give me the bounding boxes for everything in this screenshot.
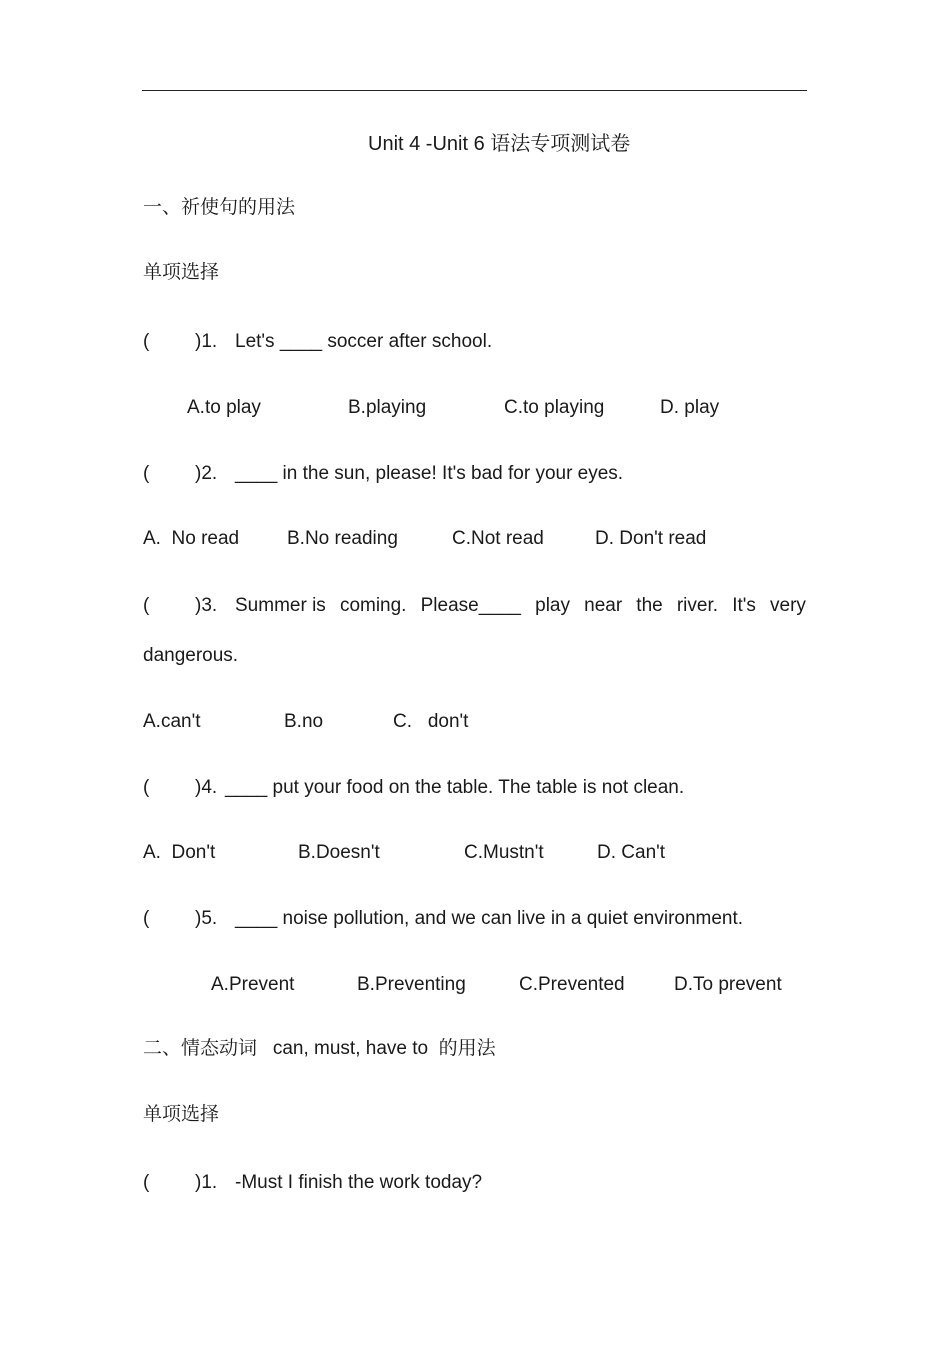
option-d: D.To prevent: [674, 974, 782, 995]
option-d: D. Can't: [597, 842, 666, 863]
question-stem: ____ in the sun, please! It's bad for your eyes.: [235, 463, 624, 484]
section-1-heading: 一、祈使句的用法: [143, 197, 296, 218]
option-c: C.Mustn't: [464, 842, 544, 863]
question-3: [143, 594, 806, 618]
stem-word: Summer is: [235, 595, 326, 616]
option-a: A.can't: [143, 711, 201, 732]
question-4: [143, 776, 684, 800]
answer-blank: (: [143, 331, 150, 352]
stem-word: very: [770, 595, 806, 616]
section-2-heading: 二、情态动词 can, must, have to 的用法: [143, 1038, 496, 1059]
question-5-options: [0, 973, 950, 997]
option-b: B.playing: [348, 397, 427, 418]
page-title: Unit 4 -Unit 6 语法专项测试卷: [368, 133, 631, 155]
question-number: )1.: [195, 331, 218, 352]
answer-blank: (: [143, 777, 150, 798]
option-a: A. Don't: [143, 842, 216, 863]
question-stem: -Must I finish the work today?: [235, 1172, 483, 1193]
header-rule: [142, 90, 807, 91]
question-stem: ____ noise pollution, and we can live in a quiet environment.: [235, 908, 744, 929]
section-2-question-1: [143, 1171, 482, 1195]
question-2-options: [0, 527, 950, 551]
question-5: [143, 907, 743, 931]
stem-word: near: [584, 595, 623, 616]
stem-word: coming.: [339, 595, 407, 616]
stem-word: Please____: [420, 595, 521, 616]
stem-word: river.: [676, 595, 719, 616]
question-1-options: [0, 396, 950, 420]
option-d: D. Don't read: [595, 528, 707, 549]
option-c: C.Not read: [452, 528, 544, 549]
question-number: )1.: [195, 1172, 218, 1193]
question-stem: [235, 594, 806, 618]
option-a: A.Prevent: [211, 974, 295, 995]
option-a: A. No read: [143, 528, 240, 549]
answer-blank: (: [143, 908, 150, 929]
answer-blank: (: [143, 463, 150, 484]
question-number: )2.: [195, 463, 218, 484]
question-3-stem-continued: dangerous.: [143, 645, 239, 666]
stem-word: the: [636, 595, 663, 616]
question-stem: ____ put your food on the table. The table is not clean.: [225, 777, 685, 798]
question-3-options: [0, 710, 950, 734]
option-c: C.Prevented: [519, 974, 625, 995]
option-c: C. don't: [393, 711, 469, 732]
question-2: [143, 462, 623, 486]
stem-word: It's: [732, 595, 756, 616]
option-a: A.to play: [187, 397, 261, 418]
answer-blank: (: [143, 1172, 150, 1193]
answer-blank: (: [143, 595, 150, 616]
question-number: )4.: [195, 777, 218, 798]
question-4-options: [0, 841, 950, 865]
question-number: )3.: [195, 595, 218, 616]
stem-word: play: [535, 595, 570, 616]
question-stem: Let's ____ soccer after school.: [235, 331, 493, 352]
question-1: [143, 330, 492, 354]
option-b: B.Preventing: [357, 974, 466, 995]
option-c: C.to playing: [504, 397, 605, 418]
option-d: D. play: [660, 397, 720, 418]
option-b: B.Doesn't: [298, 842, 380, 863]
question-number: )5.: [195, 908, 218, 929]
option-b: B.no: [284, 711, 324, 732]
option-b: B.No reading: [287, 528, 398, 549]
section-2-subheading: 单项选择: [143, 1104, 220, 1125]
section-1-subheading: 单项选择: [143, 262, 220, 283]
